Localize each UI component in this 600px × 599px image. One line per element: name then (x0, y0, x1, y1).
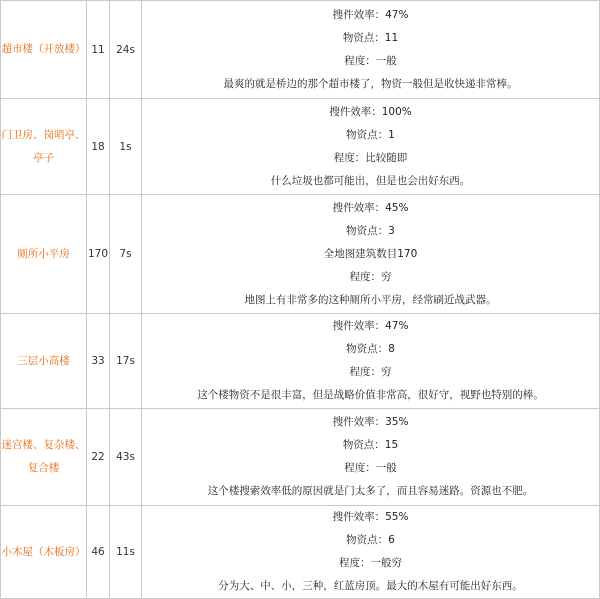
richness-level: 程度：一般 (344, 54, 397, 67)
loot-points: 物资点：15 (342, 439, 399, 451)
search-efficiency: 搜件效率：35% (332, 416, 409, 428)
building-count: 22 (87, 409, 110, 506)
building-count: 18 (87, 99, 110, 195)
building-comment: 这个楼物资不是很丰富，但是战略价值非常高，很好守，视野也特别的棒。 (197, 389, 544, 401)
building-count: 170 (87, 195, 110, 314)
search-efficiency: 搜件效率：47% (332, 8, 409, 21)
loot-points: 物资点：11 (342, 31, 399, 44)
search-time: 17s (110, 314, 142, 409)
building-name: 门卫房、岗哨亭、亭子 (1, 99, 87, 195)
search-time: 11s (110, 506, 142, 599)
richness-level: 程度：一般 (344, 462, 397, 474)
richness-level: 程度：一般穷 (339, 557, 402, 569)
search-efficiency: 搜件效率：45% (332, 201, 409, 214)
search-time: 7s (110, 195, 142, 314)
building-total: 全地图建筑数目170 (323, 247, 418, 260)
building-detail (142, 314, 600, 409)
search-efficiency: 搜件效率：100% (329, 105, 412, 118)
building-name: 迷宫楼、复杂楼、复合楼 (1, 409, 87, 506)
table-row (1, 1, 600, 99)
building-detail (142, 99, 600, 195)
table-row (1, 195, 600, 314)
building-count: 46 (87, 506, 110, 599)
building-detail (142, 409, 600, 506)
loot-points: 物资点：8 (346, 343, 395, 355)
loot-points: 物资点：3 (346, 224, 395, 237)
building-comment: 地图上有非常多的这种厕所小平房，经常刷近战武器。 (244, 293, 497, 306)
richness-level: 程度：比较随即 (333, 151, 408, 164)
building-detail (142, 1, 600, 99)
table-row (1, 506, 600, 599)
building-detail (142, 506, 600, 599)
building-count: 11 (87, 1, 110, 99)
search-time: 24s (110, 1, 142, 99)
table-row (1, 409, 600, 506)
building-comment: 这个楼搜索效率低的原因就是门太多了，而且容易迷路。资源也不肥。 (207, 485, 534, 497)
table-row (1, 314, 600, 409)
building-comment: 最爽的就是桥边的那个超市楼了，物资一般但是收快递非常棒。 (223, 77, 518, 90)
search-efficiency: 搜件效率：47% (332, 320, 409, 332)
search-time: 1s (110, 99, 142, 195)
building-name: 超市楼（开放楼） (1, 1, 87, 99)
building-comment: 分为大、中、小，三种，红蓝房顶。最大的木屋有可能出好东西。 (218, 580, 523, 592)
building-name: 三层小高楼 (1, 314, 87, 409)
richness-level: 程度：穷 (349, 366, 392, 378)
building-detail (142, 195, 600, 314)
search-efficiency: 搜件效率：55% (332, 511, 409, 523)
loot-points: 物资点：6 (346, 534, 395, 546)
building-name: 厕所小平房 (1, 195, 87, 314)
building-name: 小木屋（木板房） (1, 506, 87, 599)
richness-level: 程度：穷 (349, 270, 392, 283)
search-time: 43s (110, 409, 142, 506)
table-row (1, 99, 600, 195)
building-count: 33 (87, 314, 110, 409)
loot-points: 物资点：1 (346, 128, 395, 141)
building-comment: 什么垃圾也都可能出，但是也会出好东西。 (270, 174, 471, 187)
